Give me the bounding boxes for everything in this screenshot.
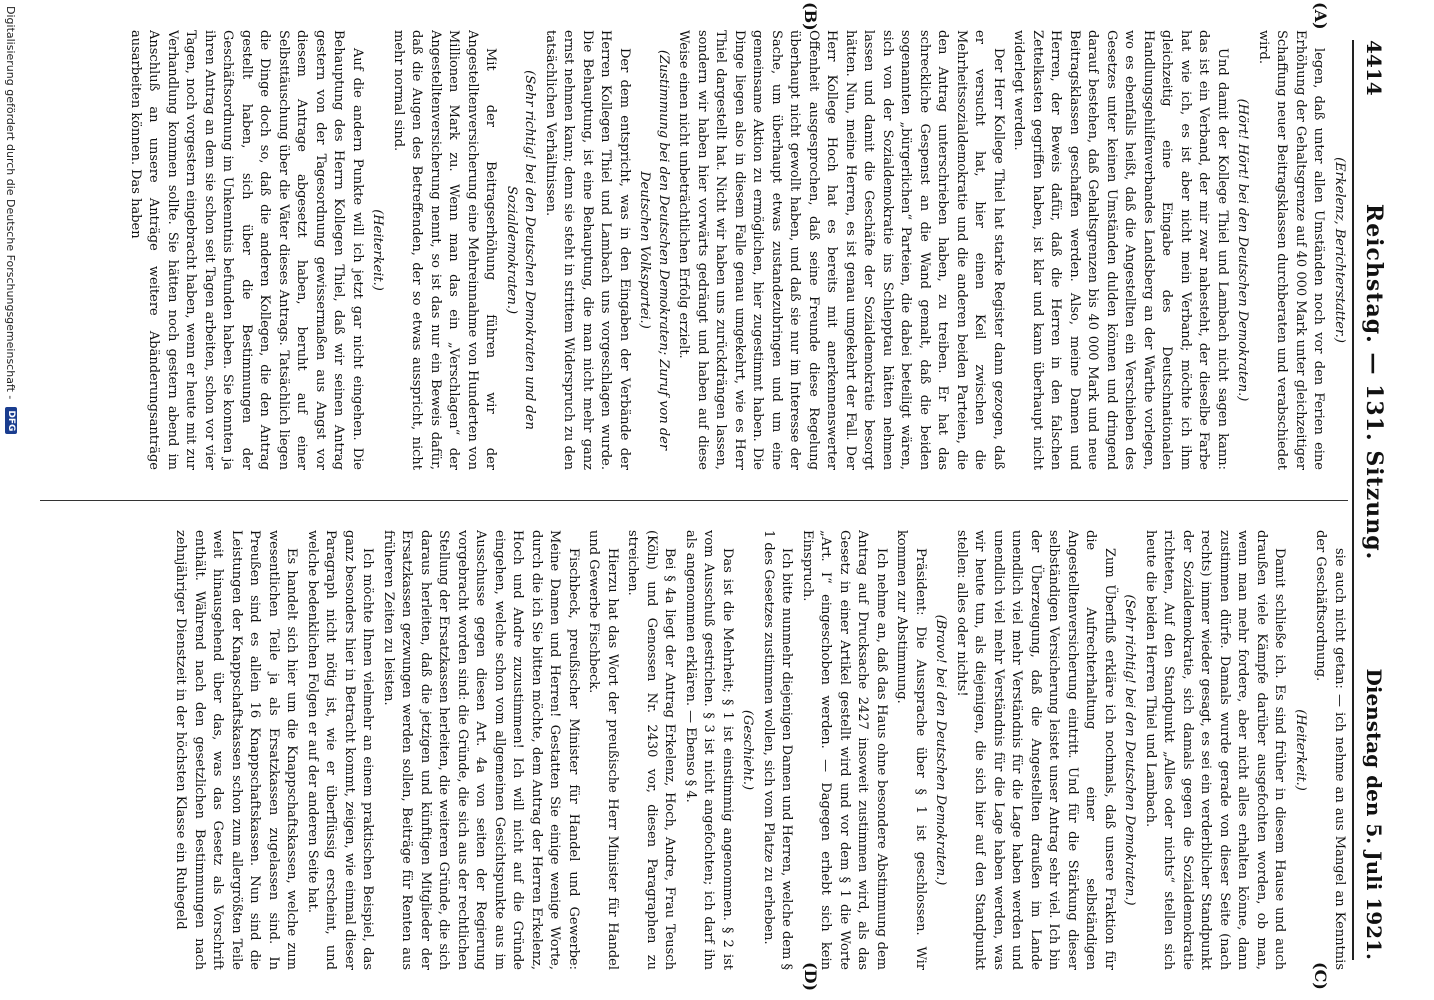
page-number: 4414	[1362, 40, 1386, 96]
interjection: (Sehr richtig! bei den Deutschen Demokraten.)	[1122, 594, 1138, 906]
paragraph: Präsident: Die Aussprache über § 1 ist geschlossen. Wir kommen zur Abstimmung.	[894, 530, 928, 970]
session-date: Dienstag den 5. Juli 1921.	[1362, 668, 1386, 960]
page-header	[1352, 40, 1394, 960]
page-title: Reichstag. — 131. Sitzung.	[1361, 203, 1387, 561]
paragraph: Hierzu hat das Wort der preußische Herr Minister für Handel und Gewerbe Fischbeck.	[586, 530, 620, 970]
footer-credit: Digitalisierung gefördert durch die Deutsche Forschungsgemeinschaft -	[4, 6, 18, 400]
paragraph: Auf die andern Punkte will ich jetzt gar nicht eingehen. Die Behauptung des Herrn Kollegen Thiel, daß wir seinen Antrag gestern von der Tagesordnung gewissermaßen aus Angst vor diesem Antrage abgesetzt haben, beruht auf einer Selbsttäuschung über die Väter dieses Antrags. Tatsächlich liegen die Dinge doch so, daß die anderen Kollegen, die den Antrag gestellt haben, sich über die Bestimmungen der Geschäftsordnung im Unkenntnis befunden haben. Sie konnten ja ihren Antrag an dem sie schon seit Tagen arbeiten, schon vor vier Tagen, noch vorgestern eingebracht haben, wenn er heute mit zur Verhandlung kommen sollte. Sie hätten noch gestern abend im Anschluß an unsere Anträge weitere Abänderungsanträge ausarbeiten können. Das haben	[128, 30, 365, 470]
column-divider	[40, 500, 1348, 501]
paragraph: Ich bitte nunmehr diejenigen Damen und Herren, welche dem § 1 des Gesetzes zustimmen wollen, sich vom Platze zu erheben.	[761, 530, 795, 970]
paragraph: Und damit der Kollege Thiel und Lambach nicht sagen kann: das ist ein Verband, der mir zwar nahesteht, der dieselbe Farbe hat wie ich, es ist aber nicht mein Verband; möchte ich ihm gleichzeitig eine Eingabe des Deutschnationalen Handlungsgehilfenverbandes Landsberg an der Warthe vorlegen, wo es ebenfalls heißt, daß die Angestellten ein Verschieben des Gesetzes unter keinen Umständen dulden können und dringend darauf bestehen, daß Gehaltsgrenzen bis 40 000 Mark und neue Beitragsklassen geschaffen werden. Also, meine Damen und Herren, der Beweis dafür, daß die Herren in den falschen Zettelkasten gegriffen haben, ist klar und kann überhaupt nicht widerlegt werden.	[1011, 30, 1230, 470]
interjection: (Hört! Hört! bei den Deutschen Demokraten.)	[1235, 98, 1251, 402]
right-text-column	[40, 530, 1348, 970]
paragraph: Bei § 4a liegt der Antrag Erkelenz, Hoch, Andre, Frau Teusch (Köln) und Genossen Nr. 2430 vor, diesen Paragraphen zu streichen.	[625, 530, 678, 970]
paragraph: Mit der Beitragserhöhung führen wir der Angestelltenversicherung eine Mehreinnahme von Hunderten von Millionen Mark zu. Wenn man das ein „Verschlagen“ der Angestelltenversicherung nennt, so ist das nur ein Beweis dafür, daß die Augen des Betreffenden, der so etwas ausspricht, nicht mehr normal sind.	[391, 30, 499, 470]
interjection: (Heiterkeit.)	[370, 209, 386, 291]
interjection: (Geschieht.)	[740, 709, 756, 791]
paragraph: sie auch nicht getan: — ich nehme an aus Mangel an Kenntnis der Geschäftsordnung.	[1313, 530, 1347, 970]
margin-mark-c: (C)	[1311, 962, 1330, 990]
interjection: (Zustimmung bei den Deutschen Demokraten; Zuruf von der Deutschen Volkspartei.)	[637, 49, 671, 451]
margin-mark-b: (B)	[801, 2, 820, 31]
dfg-logo: DFG	[5, 407, 17, 434]
margin-mark-d: (D)	[801, 962, 820, 992]
paragraph: Fischbeck, preußischer Minister für Handel und Gewerbe: Meine Damen und Herren! Gestatten Sie einige wenige Worte, durch die ich Sie bitten möchte, dem Antrag der Herren Erkelenz, Hoch und Andre zuzustimmen! Ich will nicht auf die Gründe eingehen, welche schon vom allgemeinen Gesichtspunkte aus im Ausschusse gegen diesen Art. 4a von seiten der Regierung vorgebracht worden sind: die Gründe, die sich aus der rechtlichen Stellung der Ersatzkassen herleiten, die weiteren Gründe, die sich daraus herleiten, daß die jetzigen und künftigen Mitglieder der Ersatzkassen gezwungen werden sollen, Beiträge für Renten aus früheren Zeiten zu leisten.	[381, 530, 581, 970]
paragraph: Der dem entspricht, was in den Eingaben der Verbände der Herren Kollegen Thiel und Lambach uns vorgeschlagen wurde. Die Behauptung, ist eine Behauptung, die man nicht mehr ganz ernst nehmen kann; denn sie steht in strittem Widerspruch zu den tatsächlichen Verhältnissen.	[543, 30, 632, 470]
interjection: (Heiterkeit.)	[1293, 709, 1308, 791]
paragraph: Damit schließe ich. Es sind früher in diesem Hause und auch draußen viele Kämpfe darüber ausgefochten worden, ob man, wenn man mehr fordere, aber nicht alles erhalten könne, dann zustimmen dürfe. Damals wurde gerade von dieser Seite (nach rechts) immer wieder gesagt, es sei ein verderblicher Standpunkt der Sozialdemokratie, sich damals gegen die Sozialdemokratie richteten, Auf den Standpunkt „Alles oder nichts“ stellen sich heute die beiden Herren Thiel und Lambach.	[1143, 530, 1288, 970]
paragraph: Der Herr Kollege Thiel hat starke Register dann gezogen, daß er versucht hat, hier einen Keil zwischen die Mehrheitssozialdemokratie und die anderen beiden Parteien, die den Antrag unterschrieben haben, zu treiben. Er hat das schreckliche Gespenst an die Wand gemalt, daß die beiden sogenannten „bürgerlichen“ Parteien, die dabei beteiligt wären, sich von der Sozialdemokratie ins Schlepptau hätten nehmen lassen und damit die Geschäfte der Sozialdemokratie besorgt hätten. Nun, meine Herren, es ist genau umgekehrt der Fall. Der Herr Kollege Hoch hat es bereits mit anerkennenswerter Offenheit ausgesprochen, daß seine Freunde diese Regelung überhaupt nicht gewollt haben, und daß sie nur im Interesse der Sache, um überhaupt etwas zustandezubringen und um eine gemeinsame Aktion zu ermöglichen, hier zugestimmt haben. Die Dinge liegen also in diesem Falle genau umgekehrt, wie es Herr Thiel dargestellt hat. Nicht wir haben uns zurückdrängen lassen, sondern wir haben hier vorwärts gedrängt und haben auf diese Weise einen nicht unbeträchtlichen Erfolg erzielt.	[676, 30, 1006, 470]
paragraph: Ich möchte Ihnen vielmehr an einem praktischen Beispiel, das ganz besonders hier in Betracht kommt, zeigen, wie einmal dieser Paragraph nicht nötig ist, wie er überflüssig erscheint, und welche bedenklichen Folgen er auf der anderen Seite hat.	[305, 530, 376, 970]
paragraph: Zum Überfluß erkläre ich nochmals, daß unsere Fraktion für die Aufrechterhaltung einer selbständigen Angestelltenversicherung eintritt. Und für die Stärkung dieser selbständigen Versicherung leistet unser Antrag sehr viel. Ich bin der Überzeugung, daß die Angestellten draußen im Lande unendlich viel mehr Verständnis für die Lage haben werden und unendlich viel mehr Verständnis für die Lage haben werden, was wir heute tun, als diejenigen, die sich hier auf den Standpunkt stellen: alles oder nichts!	[954, 530, 1117, 970]
left-text-column	[40, 30, 1348, 470]
interjection: (Erkelenz, Berichterstatter.)	[1332, 157, 1347, 343]
paragraph: Ich nehme an, daß das Haus ohne besondere Abstimmung dem Antrag auf Drucksache 2427 insoweit zustimmen wird, als das Gesetz in einer Artikel gestellt wird und vor dem § 1 die Worte „Art. I“ eingeschoben werden. — Dagegen erhebt sich kein Einspruch.	[800, 530, 889, 970]
paragraph: legen, daß unter allen Umständen noch vor den Ferien eine Erhöhung der Gehaltsgrenze auf 40 000 Mark unter gleichzeitiger Schaffung neuer Beitragsklassen durchberaten und verabschiedet wird.	[1256, 30, 1327, 470]
page-footer	[0, 0, 22, 1000]
paragraph: Es handelt sich hier um die Knappschaftskassen, welche zum wesentlichen Teile ja als Ersatzkassen zugelassen sind. In Preußen sind es allein 16 Knappschaftskassen. Nun sind die Leistungen der Knappschaftskassen schon zum allergrößten Teile weit hinausgehend über das, was das Gesetz als Vorschrift enthält. Während nach den gesetzlichen Bestimmungen nach zehnjähriger Dienstzeit in der höchsten Klasse ein Ruhegeld	[173, 530, 300, 970]
margin-mark-a: (A)	[1311, 2, 1330, 30]
interjection: (Sehr richtig! bei den Deutschen Demokraten und den Sozialdemokraten.)	[504, 70, 538, 430]
paragraph: Das ist die Mehrheit; § 1 ist einstimmig angenommen. § 2 ist vom Ausschuß gestrichen. § 3 ist nicht angefochten; ich darf ihn als angenommen erklären. — Ebenso § 4.	[683, 530, 735, 970]
interjection: (Bravo! bei den Deutschen Demokraten.)	[933, 614, 949, 886]
